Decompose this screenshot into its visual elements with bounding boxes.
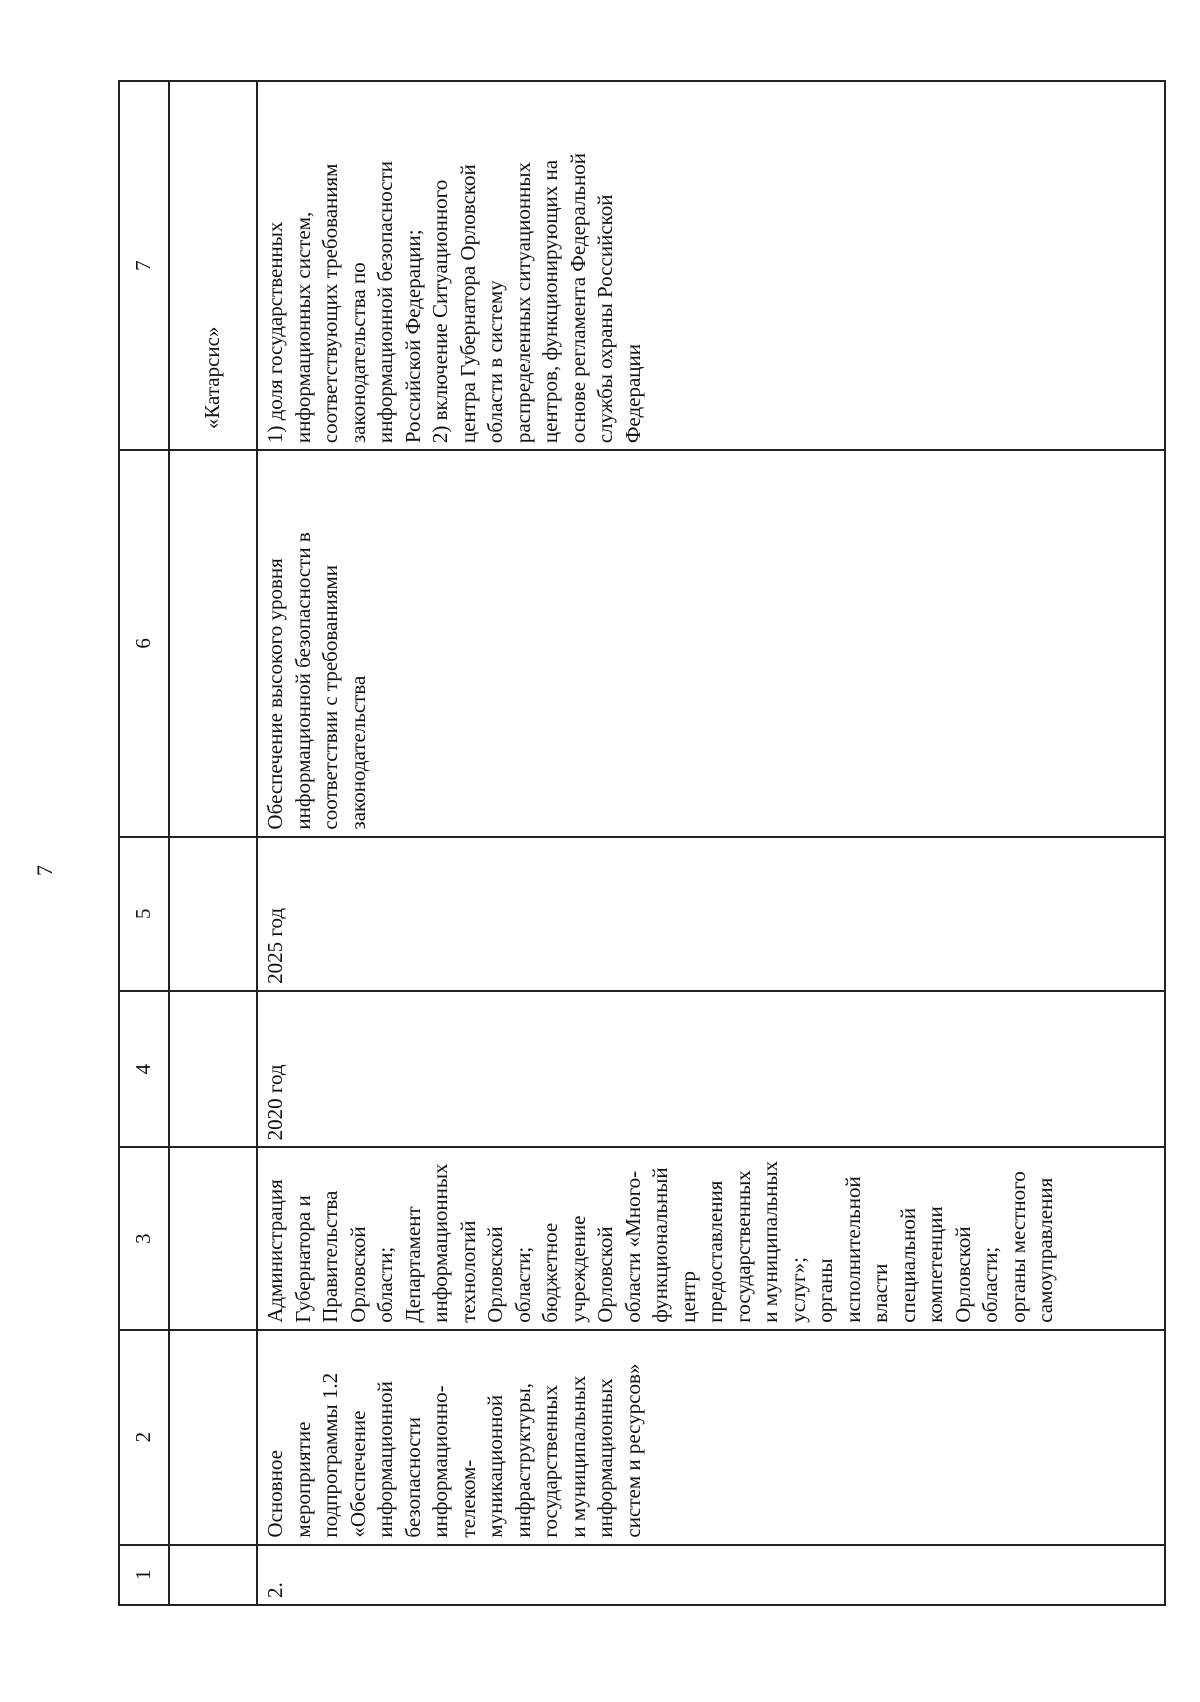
table-row [257,81,1165,1605]
column-number: 6 [119,450,169,836]
row-number: 2. [257,1545,1165,1605]
column-number: 4 [119,991,169,1148]
activity-name: Основное мероприятие подпрограммы 1.2 «Обеспечение информационной безопасности информационно- телеком- муникационной инфраструктуры, государственных и муниципальных информационных систем и ресурсов» [263,1363,645,1538]
rotated-page [32,80,1154,1606]
start-year: 2020 год [257,991,1165,1148]
continuation-row [169,81,257,1605]
expected-result: Обеспечение высокого уровня информационной безопасности в соответствии с требованиями законодательства [263,532,370,830]
end-year: 2025 год [257,837,1165,991]
plan-table [118,80,1166,1606]
column-number: 1 [119,1545,169,1605]
column-number: 5 [119,837,169,991]
page-number: 7 [32,865,57,876]
column-number: 2 [119,1330,169,1545]
column-number-row [119,81,169,1605]
column-number: 3 [119,1147,169,1329]
responsible-executors: Администрация Губернатора и Правительства Орловской области; Департамент информационных технологий Орловской области; бюджетное учреждение Орловской области «Много- функциональный центр предоставления государственных и муниципальных услуг»; органы исполнительной власти специальной компетенции Орловской области; органы местного самоуправления [263,1160,1057,1323]
indicators: 1) доля государственных информационных систем, соответствующих требованиям законодательства по информационной безопасности Российской Федерации; 2) включение Ситуационного центра Губернатора Орловской области в систему распределенных ситуационных центров, функционирующих на основе регламента Федеральной службы охраны Российской Федерации [263,153,645,444]
column-number: 7 [119,81,169,450]
continuation-text: «Катарсис» [169,81,257,450]
